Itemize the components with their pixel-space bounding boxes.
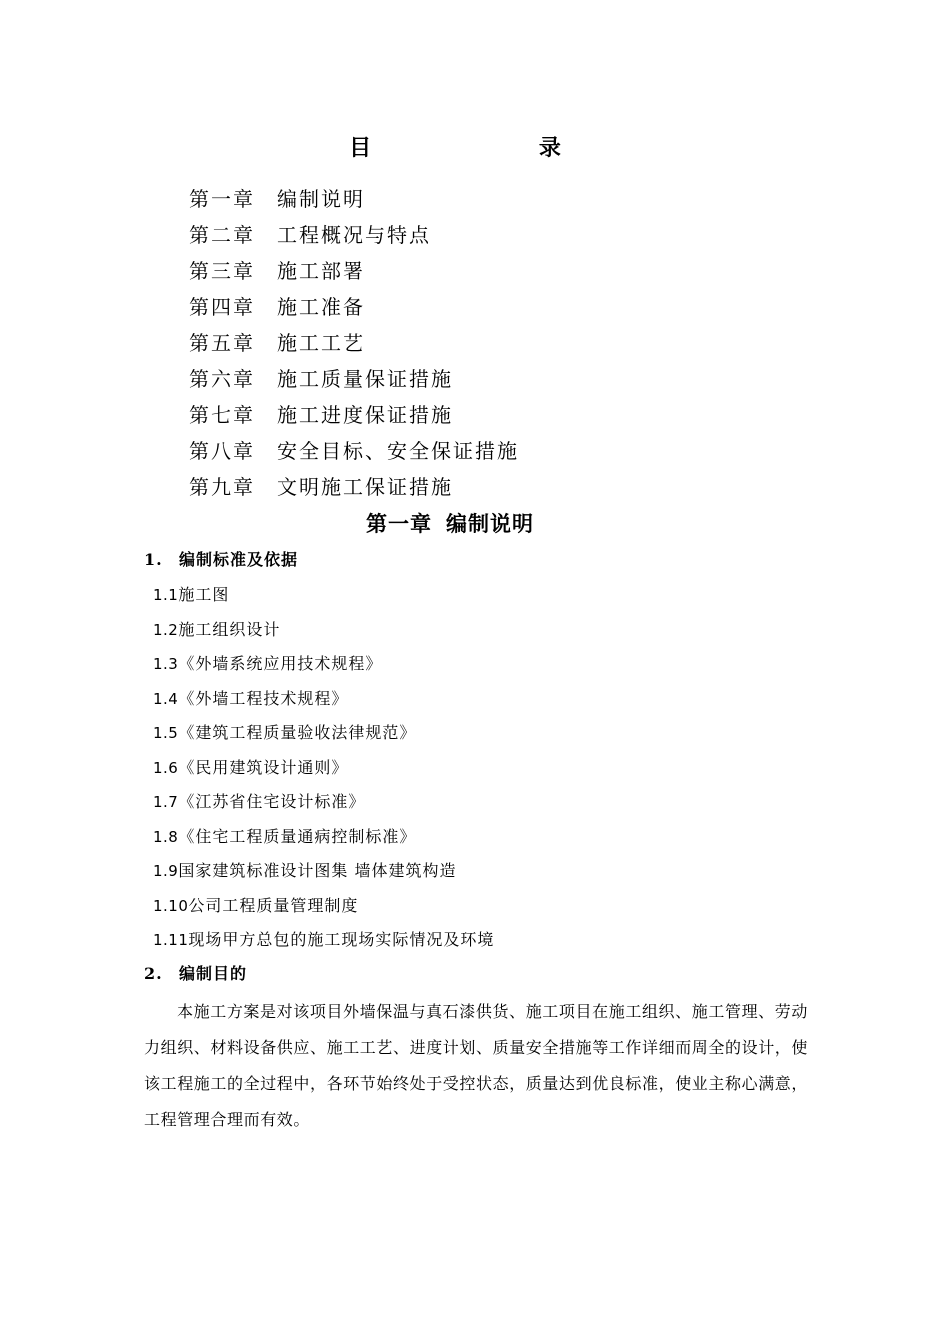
item-number: 1.2 xyxy=(153,620,179,639)
toc-chapter-label: 第三章 xyxy=(189,259,255,283)
toc-item xyxy=(189,255,519,291)
list-item xyxy=(153,788,494,823)
section-number: 1. xyxy=(144,550,163,569)
chapter-heading-label: 第一章 xyxy=(366,511,432,536)
section-heading xyxy=(144,547,298,573)
toc-item xyxy=(189,183,519,219)
chapter-heading-title: 编制说明 xyxy=(446,511,534,536)
list-item xyxy=(153,650,494,685)
toc-item xyxy=(189,327,519,363)
toc-item xyxy=(189,363,519,399)
toc-chapter-title: 施工质量保证措施 xyxy=(277,367,453,391)
toc-chapter-label: 第一章 xyxy=(189,187,255,211)
list-item xyxy=(153,581,494,616)
item-text: 《江苏省住宅设计标准》 xyxy=(178,792,366,811)
item-text: 《民用建筑设计通则》 xyxy=(178,757,349,777)
chapter-heading xyxy=(0,508,900,540)
item-text: 国家建筑标准设计图集 墙体建筑构造 xyxy=(178,861,457,880)
toc-chapter-label: 第九章 xyxy=(189,475,255,499)
toc-chapter-title: 施工进度保证措施 xyxy=(277,403,453,427)
item-text: 现场甲方总包的施工现场实际情况及环境 xyxy=(188,930,495,949)
body-paragraph: 本施工方案是对该项目外墙保温与真石漆供货、施工项目在施工组织、施工管理、劳动力组织、材料设备供应、施工工艺、进度计划、质量安全措施等工作详细而周全的设计，使该工程施工的全过程中，各环节始终处于受控状态，质量达到优良标准，使业主称心满意，工程管理合理而有效。 xyxy=(144,1002,809,1129)
toc-chapter-label: 第八章 xyxy=(189,439,255,463)
item-number: 1.9 xyxy=(153,862,179,880)
reference-list xyxy=(153,581,494,961)
toc-item xyxy=(189,435,519,471)
item-text: 施工图 xyxy=(178,585,230,604)
toc-chapter-title: 工程概况与特点 xyxy=(277,223,431,247)
toc-chapter-title: 施工准备 xyxy=(277,295,365,319)
list-item xyxy=(153,685,494,720)
toc-chapter-title: 施工工艺 xyxy=(277,331,365,355)
section-title: 编制目的 xyxy=(179,964,248,983)
section-number: 2. xyxy=(144,964,163,983)
list-item xyxy=(153,754,494,789)
list-item xyxy=(153,892,494,927)
item-number: 1.1 xyxy=(153,586,179,604)
item-text: 公司工程质量管理制度 xyxy=(188,895,359,915)
item-text: 施工组织设计 xyxy=(178,619,281,639)
item-text: 《外墙工程技术规程》 xyxy=(178,688,349,708)
toc-chapter-label: 第七章 xyxy=(189,403,255,427)
toc-chapter-title: 施工部署 xyxy=(277,259,365,283)
list-item xyxy=(153,926,494,961)
toc-chapter-title: 安全目标、安全保证措施 xyxy=(277,439,519,463)
toc-title: 目 录 xyxy=(349,135,641,161)
list-item xyxy=(153,719,494,754)
list-item xyxy=(153,823,494,858)
toc-chapter-title: 文明施工保证措施 xyxy=(277,475,453,499)
item-number: 1.10 xyxy=(153,896,189,915)
section-heading xyxy=(144,961,247,987)
item-number: 1.11 xyxy=(153,931,189,949)
item-number: 1.6 xyxy=(153,758,179,777)
item-number: 1.3 xyxy=(153,655,179,673)
item-number: 1.8 xyxy=(153,827,179,846)
list-item xyxy=(153,857,494,892)
item-number: 1.7 xyxy=(153,793,179,811)
toc-item xyxy=(189,291,519,327)
toc-list xyxy=(189,183,519,507)
section-title: 编制标准及依据 xyxy=(179,550,299,569)
toc-item xyxy=(189,471,519,507)
toc-chapter-label: 第五章 xyxy=(189,331,255,355)
item-number: 1.5 xyxy=(153,724,179,742)
toc-chapter-label: 第四章 xyxy=(189,295,255,319)
toc-chapter-title: 编制说明 xyxy=(277,187,365,211)
item-number: 1.4 xyxy=(153,689,179,708)
toc-item xyxy=(189,399,519,435)
toc-chapter-label: 第二章 xyxy=(189,223,255,247)
item-text: 《建筑工程质量验收法律规范》 xyxy=(178,723,417,742)
list-item xyxy=(153,616,494,651)
item-text: 《住宅工程质量通病控制标准》 xyxy=(178,826,417,846)
toc-chapter-label: 第六章 xyxy=(189,367,255,391)
item-text: 《外墙系统应用技术规程》 xyxy=(178,654,383,673)
toc-item xyxy=(189,219,519,255)
